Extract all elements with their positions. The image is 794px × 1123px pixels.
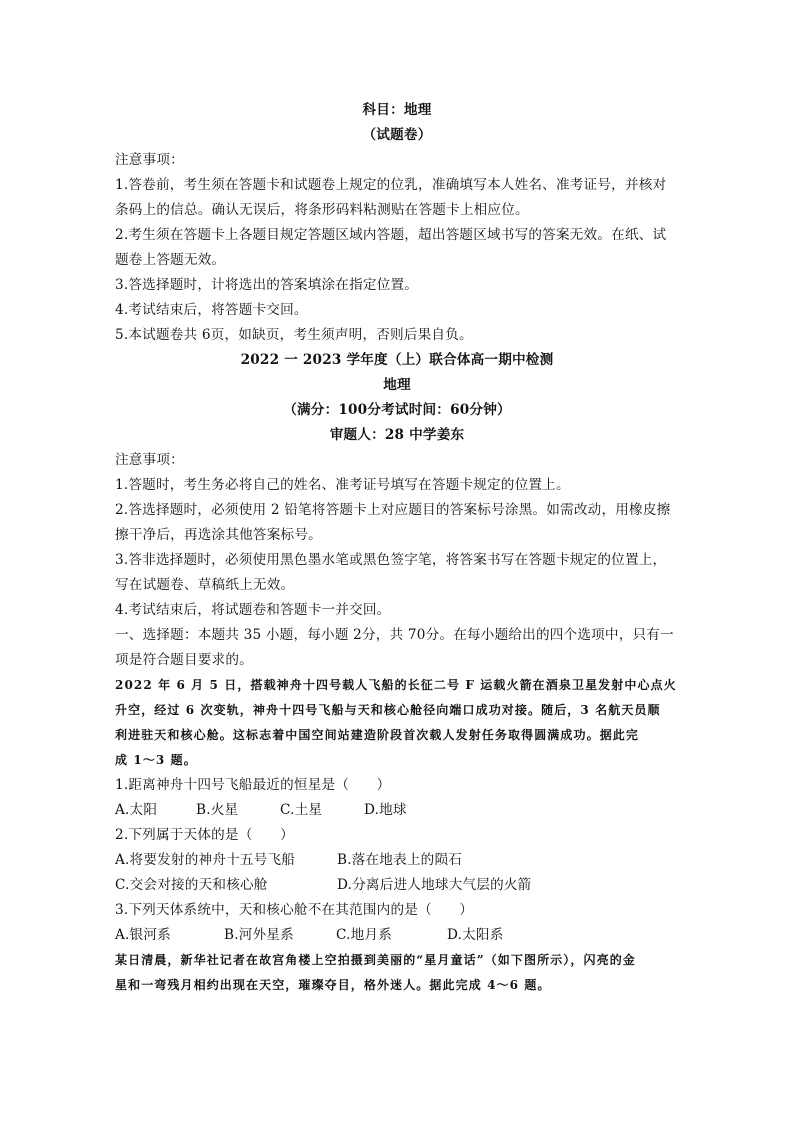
passage-line: 成 1～3 题。 bbox=[115, 753, 197, 767]
option-a: A.将要发射的神舟十五号飞船 bbox=[115, 852, 296, 868]
notice-line: 3.答非选择题时，必须使用黑色墨水笔或黑色签字笔，将答案书写在答题卡规定的位置上， bbox=[115, 552, 667, 568]
question-stem: 2.下列属于天体的是（ ） bbox=[115, 827, 294, 843]
notice-line: 1.答卷前，考生须在答题卡和试题卷上规定的位乳，准确填写本人姓名、准考证号，并核对 bbox=[115, 177, 667, 193]
option-d: D.太阳系 bbox=[447, 927, 504, 943]
passage-line: 升空，经过 6 次变轨，神舟十四号飞船与天和核心舱径向端口成功对接。随后，3 名航天员顺 bbox=[115, 703, 661, 717]
section-intro: 项是符合题目要求的。 bbox=[115, 652, 253, 668]
notice-line: 2.答选择题时，必须使用 2 铅笔将答题卡上对应题目的答案标号涂黑。如需改动，用橡皮擦 bbox=[115, 502, 671, 518]
passage-line: 某日清晨，新华社记者在故宫角楼上空拍摄到美丽的“星月童话”（如下图所示），闪亮的金 bbox=[115, 953, 636, 967]
option-c: C.地月系 bbox=[336, 927, 393, 943]
notice-line: 写在试题卷、草稿纸上无效。 bbox=[115, 577, 295, 593]
notice-line: 题卷上答题无效。 bbox=[115, 252, 226, 268]
passage-line: 2022 年 6 月 5 日，搭载神舟十四号载人飞船的长征二号 F 运载火箭在酒泉卫星发射中心点火 bbox=[115, 678, 677, 692]
paper-type: （试题卷） bbox=[362, 127, 432, 143]
score-time: （满分：100分考试时间：60分钟） bbox=[283, 402, 511, 418]
question-stem: 3.下列天体系统中，天和核心舱不在其范围内的是（ ） bbox=[115, 902, 474, 918]
notice-line: 条码上的信总。确认无误后，将条形码料粘测贴在答题卡上相应位。 bbox=[115, 202, 529, 218]
notice-line: 1.答题时，考生务必将自己的姓名、准考证号填写在答题卡规定的位置上。 bbox=[115, 477, 570, 493]
section-intro: 一、选择题：本题共 35 小题，每小题 2分，共 70分。在每小题给出的四个选项中，只有一 bbox=[115, 627, 674, 643]
notice-line: 3.答选择题时，计将选出的答案填涂在指定位置。 bbox=[115, 277, 419, 293]
option-c: C.交会对接的天和核心舱 bbox=[115, 877, 268, 893]
passage-line: 星和一弯残月相约出现在天空，璀璨夺目，格外迷人。据此完成 4～6 题。 bbox=[115, 978, 551, 992]
option-c: C.土星 bbox=[280, 802, 323, 818]
option-b: B.落在地表上的陨石 bbox=[337, 852, 463, 868]
notice-line: 5.本试题卷共 6页，如缺页，考生须声明，否则后果自负。 bbox=[115, 327, 473, 343]
option-a: A.太阳 bbox=[115, 802, 158, 818]
notice-heading: 注意事项： bbox=[115, 452, 184, 468]
option-b: B.河外星系 bbox=[224, 927, 294, 943]
exam-subject: 地理 bbox=[383, 377, 411, 393]
notice-heading: 注意事项： bbox=[115, 152, 184, 168]
passage-line: 利进驻天和核心舱。这标志着中国空间站建造阶段首次载人发射任务取得圆满成功。据此完 bbox=[115, 728, 640, 742]
option-d: D.地球 bbox=[364, 802, 407, 818]
notice-line: 2.考生须在答题卡上各题目规定答题区域内答题，超出答题区域书写的答案无效。在纸、试 bbox=[115, 227, 667, 243]
option-d: D.分离后进人地球大气层的火箭 bbox=[337, 877, 532, 893]
notice-line: 4.考试结束后，将试题卷和答题卡一并交回。 bbox=[115, 602, 391, 618]
question-stem: 1.距离神舟十四号飞船最近的恒星是（ ） bbox=[115, 777, 391, 793]
subject-title: 科目：地理 bbox=[362, 102, 432, 118]
option-b: B.火星 bbox=[196, 802, 239, 818]
option-a: A.银河系 bbox=[115, 927, 171, 943]
notice-line: 擦干净后，再选涂其他答案标号。 bbox=[115, 527, 322, 543]
notice-line: 4.考试结束后，将答题卡交回。 bbox=[115, 302, 308, 318]
reviewer: 审题人：28 中学姜东 bbox=[329, 427, 465, 443]
exam-title: 2022 一 2023 学年度（上）联合体高一期中检测 bbox=[240, 352, 554, 368]
